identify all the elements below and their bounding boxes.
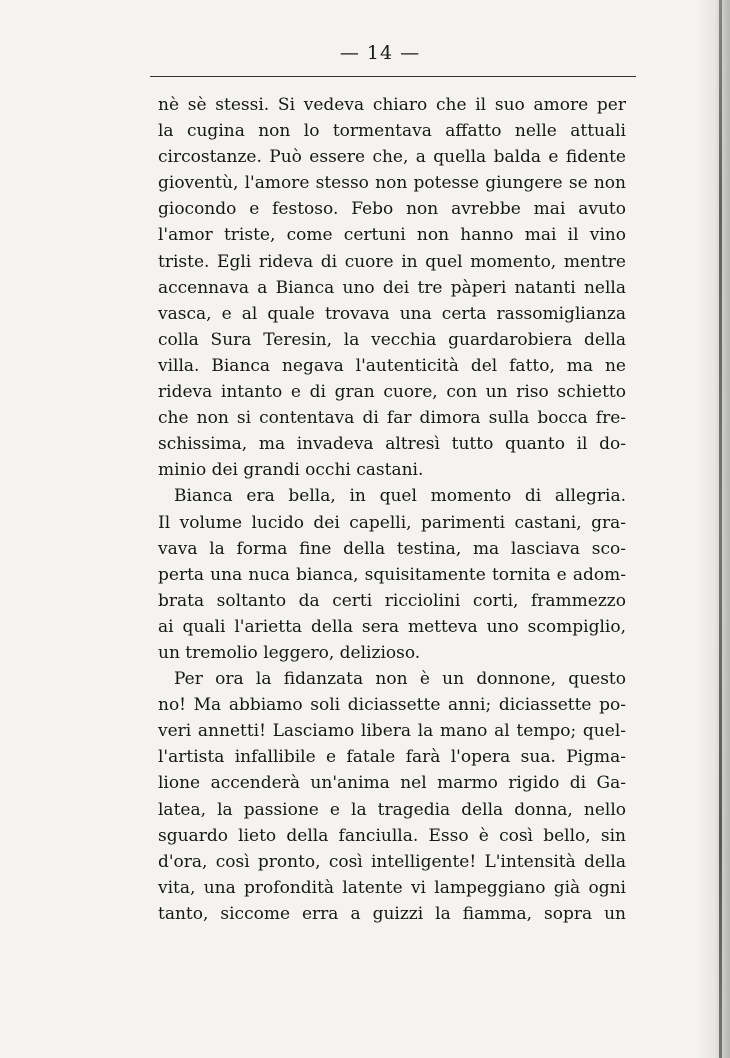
body-text: [158, 92, 626, 927]
text-line: no! Ma abbiamo soli diciassette anni; diciassette po-: [158, 695, 626, 716]
text-line: triste. Egli rideva di cuore in quel momento, mentre: [158, 251, 626, 272]
text-line: ai quali l'arietta della sera metteva uno scompiglio,: [158, 616, 626, 637]
text-line: la cugina non lo tormentava affatto nelle attuali: [158, 121, 626, 142]
header-rule: [150, 76, 636, 77]
text-line: colla Sura Teresin, la vecchia guardarobiera della: [158, 329, 626, 350]
text-line: l'amor triste, come certuni non hanno mai il vino: [158, 225, 626, 246]
text-line: Il volume lucido dei capelli, parimenti castani, gra-: [158, 512, 626, 533]
text-line: l'artista infallibile e fatale farà l'opera sua. Pigma-: [158, 747, 626, 768]
text-line: gioventù, l'amore stesso non potesse giungere se non: [158, 173, 626, 194]
text-line: vita, una profondità latente vi lampeggiano già ogni: [158, 877, 626, 898]
text-line: perta una nuca bianca, squisitamente tornita e adom-: [158, 564, 626, 585]
text-line: minio dei grandi occhi castani.: [158, 460, 424, 481]
text-line: latea, la passione e la tragedia della donna, nello: [158, 799, 626, 820]
text-line: vava la forma fine della testina, ma lasciava sco-: [158, 538, 626, 559]
text-line: schissima, ma invadeva altresì tutto quanto il do-: [158, 434, 626, 455]
text-line: veri annetti! Lasciamo libera la mano al tempo; quel-: [158, 721, 626, 742]
text-line: lione accenderà un'anima nel marmo rigido di Ga-: [158, 773, 626, 794]
text-line: vasca, e al quale trovava una certa rassomiglianza: [158, 303, 626, 324]
text-line: che non si contentava di far dimora sulla bocca fre-: [158, 408, 626, 429]
text-line: nè sè stessi. Si vedeva chiaro che il suo amore per: [158, 95, 626, 115]
text-line: brata soltanto da certi ricciolini corti, frammezzo: [158, 590, 626, 611]
text-line: Per ora la fidanzata non è un donnone, questo: [174, 669, 626, 690]
text-line: sguardo lieto della fanciulla. Esso è così bello, sin: [158, 825, 626, 846]
text-line: d'ora, così pronto, così intelligente! L'intensità della: [158, 851, 626, 872]
text-line: tanto, siccome erra a guizzi la fiamma, sopra un: [158, 903, 626, 924]
text-line: villa. Bianca negava l'autenticità del fatto, ma ne: [158, 355, 626, 376]
binding-edge: [719, 0, 722, 1058]
text-line: accennava a Bianca uno dei tre pàperi natanti nella: [158, 277, 626, 298]
text-line: circostanze. Può essere che, a quella balda e fidente: [158, 147, 626, 168]
text-line: Bianca era bella, in quel momento di allegria.: [174, 486, 626, 507]
text-line: giocondo e festoso. Febo non avrebbe mai avuto: [158, 199, 626, 220]
page-number: — 14 —: [339, 42, 421, 64]
text-line: un tremolio leggero, delizioso.: [158, 642, 421, 663]
text-line: rideva intanto e di gran cuore, con un riso schietto: [158, 382, 626, 403]
binding-shadow: [696, 0, 730, 1058]
